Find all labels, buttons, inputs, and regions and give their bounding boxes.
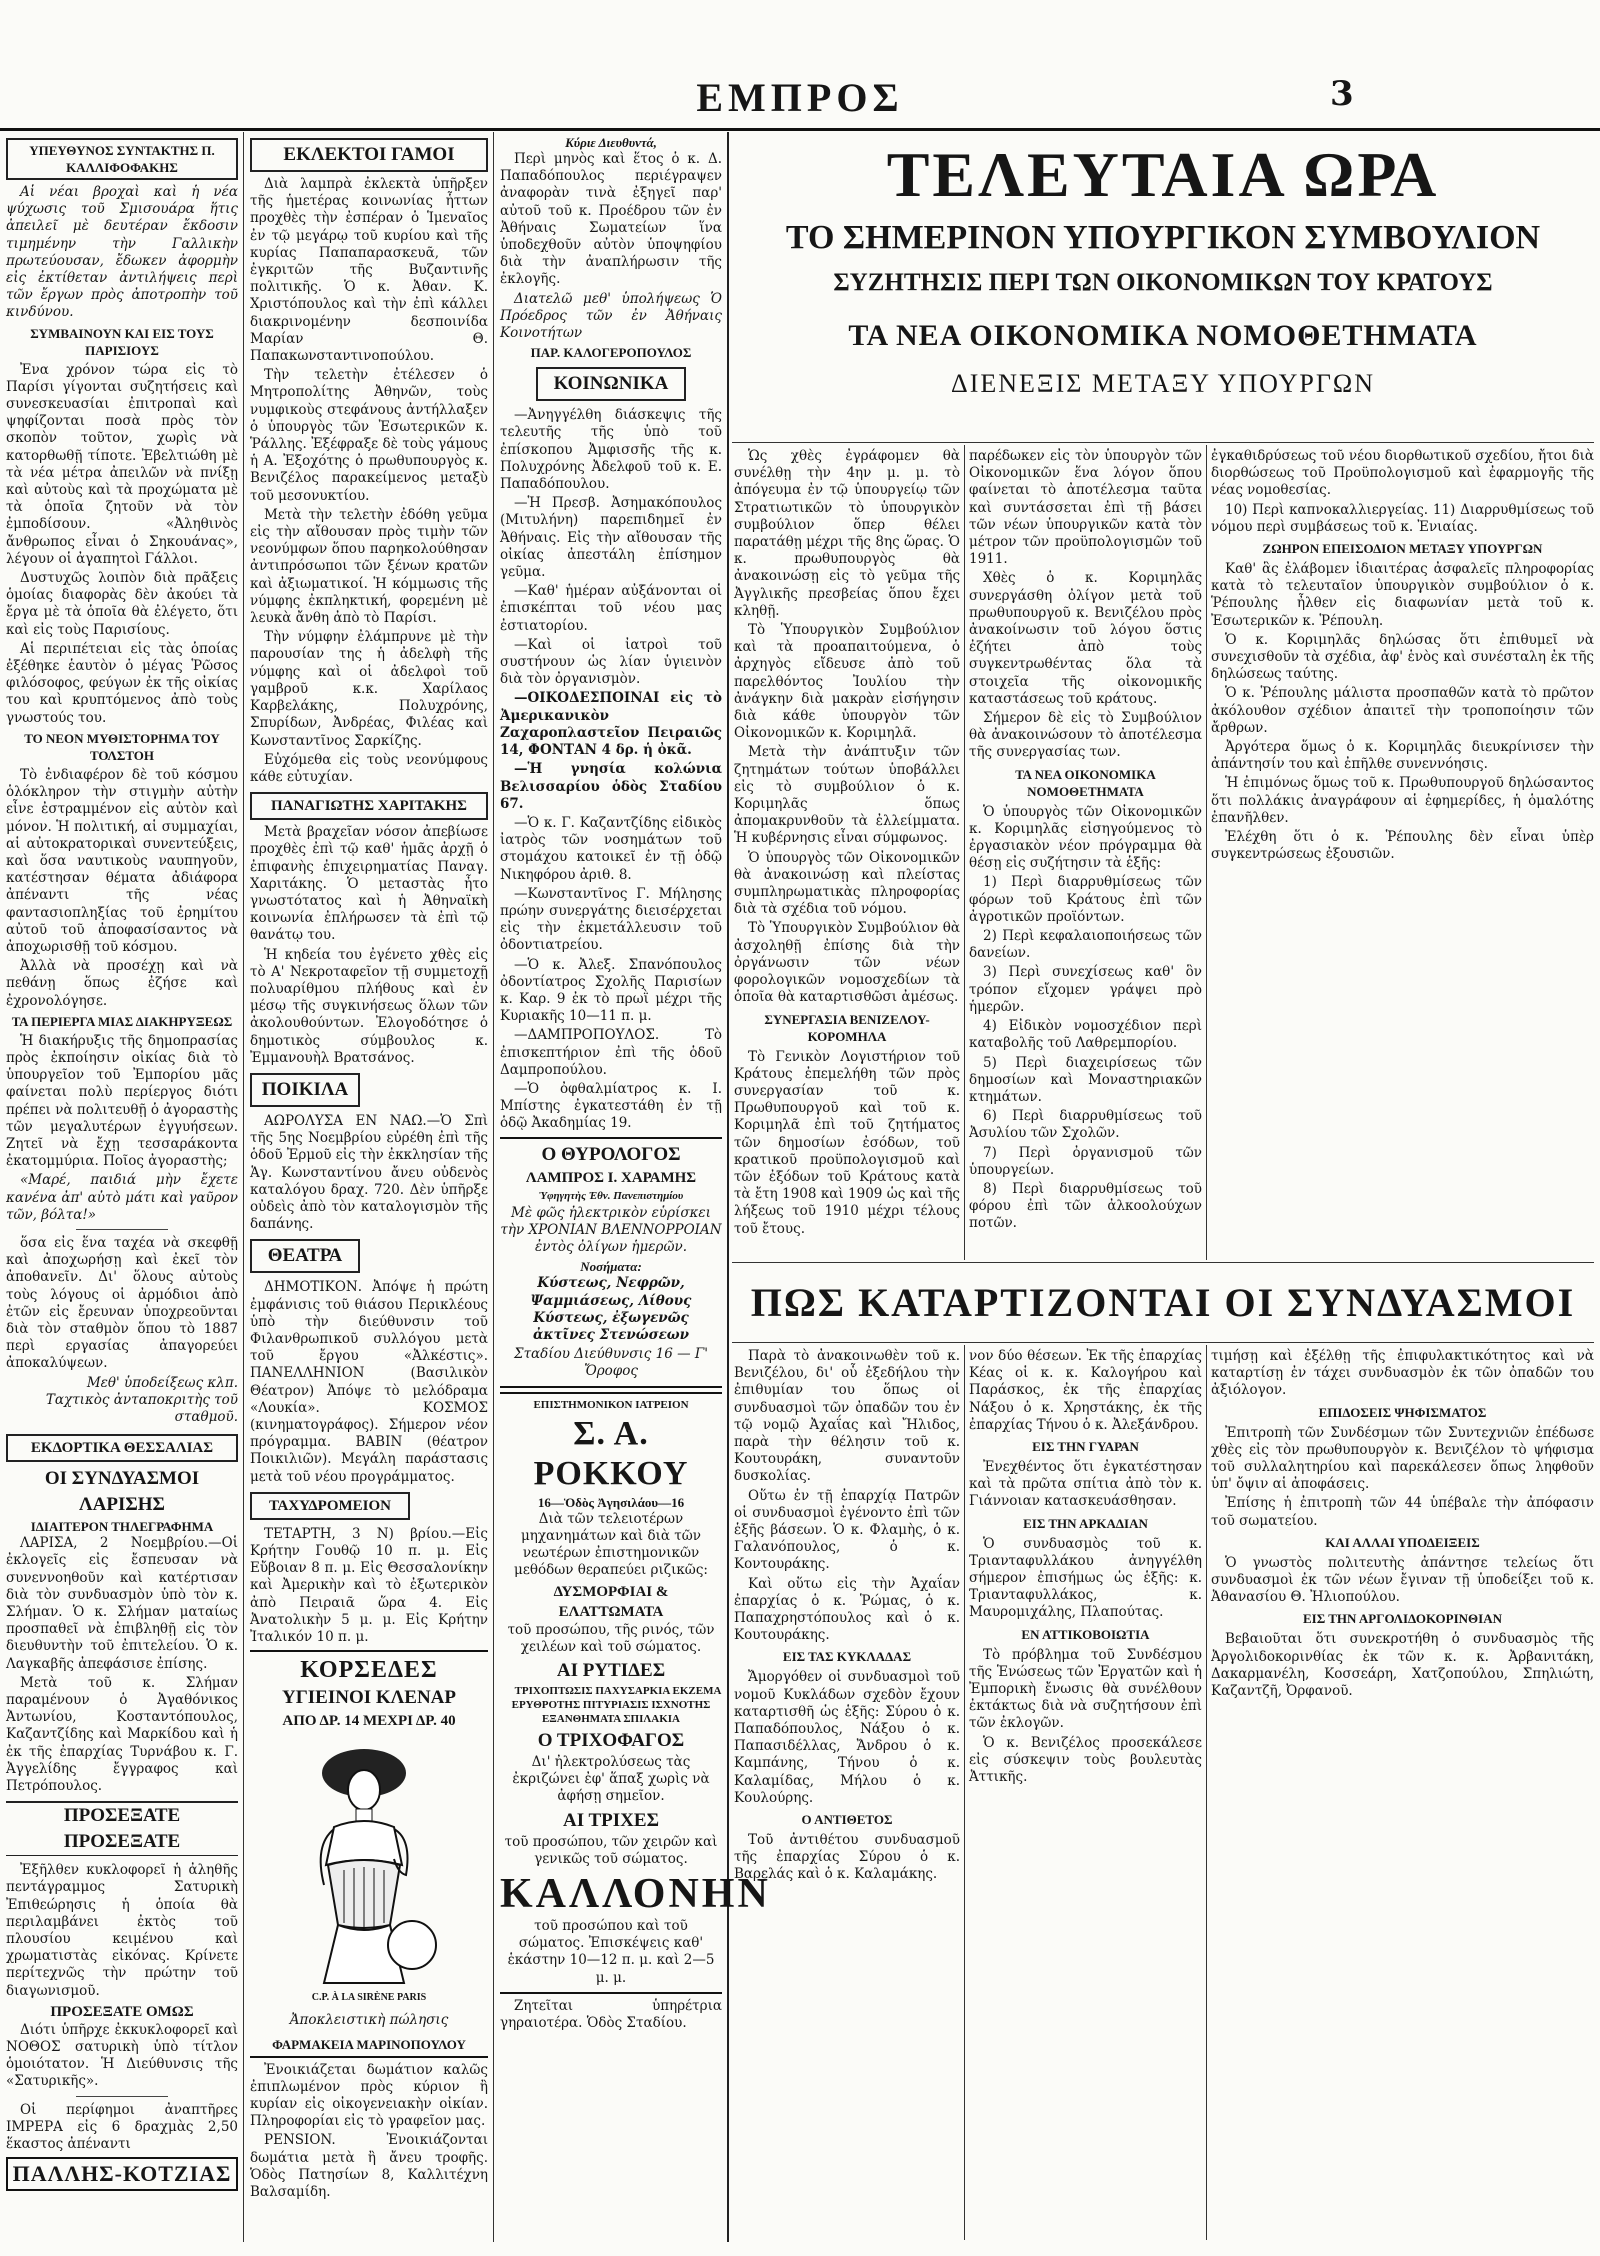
column-rule-5 bbox=[1206, 445, 1207, 1260]
list-item: 2) Περὶ κεφαλαιοποιήσεως τῶν δανείων. bbox=[969, 928, 1202, 962]
ad-title: ΚΟΡΣΕΔΕΣ bbox=[300, 1657, 438, 1684]
ad-address: 16—Ὁδὸς Ἀγησιλάου—16 bbox=[537, 1494, 685, 1510]
subheading: Ο ΑΝΤΙΘΕΤΟΣ bbox=[801, 1812, 893, 1828]
ad-paragraph: Ἐξῆλθεν κυκλοφορεῖ ἡ ἀληθῆς πεντάγραμμος Σατυρικὴ Ἐπιθεώρησις ἡ ὁποία θὰ περιλαμβάνει ἐκτὸς τοῦ πλουσίου κειμένου καὶ χρωματιστὰς εἰκόνας. Κρίνετε περίτεχνῶς τὴν πρώτην τοῦ διαγωνισμοῦ. bbox=[6, 1862, 238, 1999]
list-item: 8) Περὶ διαρρυθμίσεως τοῦ φόρου ἐπὶ τῶν ἀλκοολούχων ποτῶν. bbox=[969, 1180, 1202, 1232]
article-paragraph: Ὁ κ. Κοριμηλᾶς δηλώσας ὅτι ἐπιθυμεῖ νὰ συνεχισθοῦν τὰ σχέδια, ἀφ' ἑνὸς καὶ συνέσταλη ἐκ τῆς δηλώσεως ταύτης. bbox=[1211, 631, 1594, 683]
separator bbox=[76, 2096, 169, 2097]
article-paragraph: 10) Περὶ καπνοκαλλιεργείας. 11) Διαρρυθμίσεως τοῦ νόμου περὶ συμβάσεως τοῦ κ. Ἐνιαίας. bbox=[1211, 501, 1594, 535]
column-rule-6 bbox=[964, 1345, 965, 2240]
social-note: —ΔΑΜΠΡΟΠΟΥΛΟΣ. Τὸ ἐπισκεπτήριον ἐπὶ τῆς ὁδοῦ Δαμπροπούλου. bbox=[500, 1027, 722, 1078]
article-paragraph: Ὁ κ. Βενιζέλος προσεκάλεσε εἰς σύσκεψιν τοὺς βουλευτὰς Ἀττικῆς. bbox=[969, 1734, 1202, 1786]
column-6-upper bbox=[1211, 448, 1594, 1258]
article-paragraph: Τὸ Ὑπουργικὸν Συμβούλιον θὰ ἀσχοληθῇ ἐπίσης διὰ τὴν ὀργάνωσιν τῶν νέων φορολογικῶν νομοσχεδίων τὰ ὁποῖα θὰ καταρτισθῶσι ἀμέσως. bbox=[734, 920, 960, 1006]
article-paragraph: Περὶ μηνὸς καὶ ἕτος ὁ κ. Δ. Παπαδόπουλος περιέγραψεν ἀναφορὰν τινὰ ἐξηγεῖ παρ' αὐτοῦ τοῦ κ. Προέδρου τῶν ἐν Ἀθήναις Σωματείων ἵνα ὑποδεχθοῦν αὐτὸν ὑποψηφίου διὰ τὴν ἀναπλήρωσιν τῆς ἐκλογῆς. bbox=[500, 151, 722, 288]
column-rule-4 bbox=[964, 445, 965, 1260]
ad-paragraph: τοῦ προσώπου καὶ τοῦ σώματος. Ἐπισκέψεις καθ' ἑκάστην 10—12 π. μ. καὶ 2—5 μ. μ. bbox=[507, 1918, 715, 1986]
article-paragraph: ἐγκαθιδρύσεως τοῦ νέου διορθωτικοῦ σχεδίου, ἤτοι διὰ διορθώσεως τοῦ Προϋπολογισμοῦ καὶ ἐφαρμογῆς τῆς νέας νομοθεσίας. bbox=[1211, 448, 1594, 499]
column-5-lower bbox=[969, 1348, 1202, 2240]
article-paragraph: Ἡ διακήρυξις τῆς δημοπρασίας πρὸς ἐκποίησιν οἰκίας διὰ τὸ ὑπουργεῖον τοῦ Ἐμπορίου μᾶς φαίνεται πολὺ περίεργος διότι πρέπει νὰ πολιτευθῇ ὁ ἀγοραστὴς τῶν μεγαλυτέρων ἐγγυήσεων. Ζητεῖ νὰ ἔχῃ τεσσαράκοντα ἐκατομμύρια. Ποῖος ἀγοραστὴς; bbox=[6, 1032, 239, 1170]
article-paragraph: Τὸ Γενικὸν Λογιστήριον τοῦ Κράτους ἐπεμελήθη τῶν πρὸς συνεργασίαν τοῦ κ. Πρωθυπουργοῦ καὶ τοῦ κ. Κοριμηλᾶ ἐπὶ τοῦ ζητήματος τῶν δημοσίων ἐσόδων, τοῦ κρατικοῦ προϋπολογισμοῦ καὶ τῶν ἐξόδων τοῦ Κράτους κατὰ τὰ ἔτη 1908 καὶ 1909 ὡς καὶ τῆς λήξεως τοῦ 1910 μέχρι τέλους τοῦ ἔτους. bbox=[734, 1048, 960, 1237]
clinic-ad bbox=[500, 1392, 771, 1994]
ad-shop: ΦΑΡΜΑΚΕΙΑ ΜΑΡΙΝΟΠΟΥΛΟΥ bbox=[272, 2036, 466, 2052]
social-note: —Καὶ οἱ ἰατροὶ τοῦ συστήνουν ὡς λίαν ὑγιεινὸν διὰ τὸν ὀργανισμὸν. bbox=[500, 636, 722, 688]
ad-paragraph: Οἱ περίφημοι ἀναπτῆρες ΙΜΡΕΡΑ εἰς 6 δραχμὰς 2,50 ἕκαστος ἀπέναντι bbox=[6, 2101, 238, 2153]
article-paragraph: Διατελῶ μεθ' ὑπολήψεως Ὁ Πρόεδρος τῶν ἐν Ἀθήναις Κοινοτήτων bbox=[500, 290, 722, 342]
ad-pretitle: ΕΠΙΣΤΗΜΟΝΙΚΟΝ ΙΑΤΡΕΙΟΝ bbox=[533, 1398, 689, 1411]
side-heading: ΤΟ ΝΕΟΝ ΜΥΘΙΣΤΟΡΗΜΑ ΤΟΥ ΤΟΛΣΤΟΗ bbox=[24, 730, 220, 763]
telegram-heading: ΙΔΙΑΙΤΕΡΟΝ ΤΗΛΕΓΡΑΦΗΜΑ bbox=[30, 1519, 214, 1535]
column-4-upper bbox=[734, 448, 960, 1258]
separator bbox=[76, 1229, 169, 1230]
column-rule-7 bbox=[1206, 1345, 1207, 2240]
ad-title: ΚΑΛΛΟΝΗΝ bbox=[500, 1871, 771, 1918]
ad-subtitle: Ὑφηγητὴς Ἐθν. Πανεπιστημίου bbox=[538, 1189, 684, 1202]
ad-heading: ΠΡΟΣΕΞΑΤΕ ΠΡΟΣΕΞΑΤΕ bbox=[6, 1801, 238, 1856]
article-paragraph: Βεβαιοῦται ὅτι συνεκροτήθη ὁ συνδυασμὸς τῆς Ἀργολιδοκορινθίας ἐκ τῶν κ. κ. Ἀρβανιτάκη, Δακαρμανέλη, Κοσσεάρη, Χατζοπούλου, Σπηλιώτη, Καζαντζῆ, Ὀρφανοῦ. bbox=[1211, 1631, 1594, 1700]
headline-2: ΣΥΖΗΤΗΣΙΣ ΠΕΡΙ ΤΩΝ ΟΙΚΟΝΟΜΙΚΩΝ ΤΟΥ ΚΡΑΤΟΥΣ bbox=[833, 269, 1493, 296]
social-note: —Ἀνηγγέλθη διάσκεψις τῆς τελευτῆς τῆς ὑπὸ τοῦ ἐπίσκοπου Ἀμφισσῆς τῆς κ. Πολυχρόνης Ἀδελφοῦ τοῦ κ. Ε. Παπαδόπουλου. bbox=[500, 407, 722, 493]
masthead bbox=[0, 66, 1600, 130]
ad-paragraph: Κύστεως, Νεφρῶν, Ψαμμιάσεως, Λίθους Κύστεως, ἐξωγενῶς ἀκτῖνες Στενώσεων bbox=[530, 1275, 692, 1343]
social-note: —Ὁ κ. Ἀλεξ. Σπανόπουλος ὀδοντίατρος Σχολῆς Παρισίων κ. Καρ. 9 ἐκ τὸ πρωῒ μέχρι τῆς Κυριακῆς 10—11 π. μ. bbox=[500, 956, 722, 1025]
headline-rule bbox=[732, 442, 1594, 443]
article-paragraph: Ὡς χθὲς ἐγράφομεν θὰ συνέλθῃ τὴν 4ην μ. μ. τὸ ἀπόγευμα ἐν τῷ ὑπουργείῳ τῶν Στρατιωτικῶν τὸ ὑπουργικὸν συμβούλιον ὅπερ θέλει παρατάθῃ μέχρι τῆς 8ης ὥρας. Ὁ κ. πρωθυπουργὸς θὰ ἀνακοινώσῃ εἰς τὸ γεῦμα τῆς Ἀγγλικῆς πρεσβείας ὅπου ἔχει κληθῇ. bbox=[734, 448, 960, 619]
social-note: —Καθ' ἡμέραν αὐξάνονται οἱ ἐπισκέπται τοῦ νέου μας ἐστιατορίου. bbox=[500, 583, 722, 634]
article-title: ΠΑΝΑΓΙΩΤΗΣ ΧΑΡΙΤΑΚΗΣ bbox=[250, 792, 488, 820]
article-paragraph: Ἄμοργόθεν οἱ συνδυασμοὶ τοῦ νομοῦ Κυκλάδων σχεδὸν ἔχουν καταρτισθῆ ὡς ἑξῆς: Σύρου ὁ κ. Παπαδόπουλος, Νάξου ὁ κ. Παπασιδέλλας, Ἄνδρου ὁ κ. Καμπάνης, Τήνου ὁ κ. Καλαμίδας, Μήλου ὁ κ. Κουλούρης. bbox=[734, 1669, 960, 1806]
column-rule-2 bbox=[493, 132, 494, 2242]
headline-3: ΤΑ ΝΕΑ ΟΙΚΟΝΟΜΙΚΑ ΝΟΜΟΘΕΤΗΜΑΤΑ bbox=[848, 319, 1478, 352]
ad-paragraph: τοῦ προσώπου, τῆς ρινός, τῶν χειλέων καὶ τοῦ σώματος. bbox=[507, 1621, 715, 1655]
masthead-rule bbox=[0, 128, 1600, 131]
ad-paragraph: Δι' ἠλεκτρολύσεως τὰς ἐκριζώνει ἐφ' ἅπαξ χωρὶς νὰ ἀφήσῃ σημεῖον. bbox=[512, 1754, 710, 1805]
section-rule bbox=[732, 1262, 1594, 1263]
ad-paragraph: Μὲ φῶς ἠλεκτρικὸν εὑρίσκει τὴν ΧΡΟΝΙΑΝ ΒΛΕΝΝΟΡΡΟΙΑΝ ἐντὸς ὀλίγων ἡμερῶν. bbox=[500, 1204, 722, 1256]
article-paragraph: Σήμερον δὲ εἰς τὸ Συμβούλιον θὰ ἀνακοινώσουν τὸ ἀποτέλεσμα τῆς συνεργασίας των. bbox=[969, 710, 1202, 761]
article-paragraph: Τὴν νύμφην ἐλάμπρυνε μὲ τὴν παρουσίαν της ἡ ἀδελφὴ τῆς νύμφης καὶ οἱ ἀδελφοὶ τοῦ γαμβροῦ κ.κ. Χαρίλαος Καρβελάκης, Πολυχρόνης, Σπυρίδων, Ἀνδρέας, Φιλέας καὶ Κωνσταντῖνος Σαρκίζης. bbox=[250, 629, 488, 749]
ad-note: Ἀποκλειστικὴ πώλησις bbox=[289, 2012, 449, 2029]
column-2 bbox=[250, 134, 488, 2244]
newspaper-title: ΕΜΠΡΟΣ bbox=[696, 75, 904, 120]
article-paragraph: Τὸ Ὑπουργικὸν Συμβούλιον καὶ τὰ προαπαιτούμενα, ὁ ἀρχηγὸς εἴδευσε ἀπὸ τοῦ παρελθόντος Ἰουλίου τὴν ἀνάγκην διὰ μακρὰν εἰσήγησιν διὰ κάθε ὑπουργὸν τῶν Οἰκονομικῶν κ. Κοριμηλᾶ. bbox=[734, 622, 960, 742]
headline-4: ΔΙΕΝΕΞΙΣ ΜΕΤΑΞΥ ΥΠΟΥΡΓΩΝ bbox=[951, 369, 1375, 398]
article-paragraph: Ἡ ἐπιμόνως ὅμως τοῦ κ. Πρωθυπουργοῦ δηλώσαντος ὅτι πολλάκις ἀναγράφουν αἱ ἐφημερίδες, ἡ ὁμαλότης ἐπανῆλθεν. bbox=[1211, 775, 1594, 826]
article-paragraph: Καθ' ἃς ἐλάβομεν ἰδιαιτέρας ἀσφαλεῖς πληροφορίας κατὰ τὸ τελευταῖον ὑπουργικὸν συμβούλιον ὁ κ. Ῥέπουλης ἦλθεν εἰς διαφωνίαν μετὰ τοῦ κ. Ἐσωτερικῶν κ. Ῥέπουλη. bbox=[1211, 561, 1594, 629]
classified-ad: Ζητεῖται ὑπηρέτρια γηραιοτέρα. Ὁδὸς Σταδίου. bbox=[500, 1997, 722, 2032]
social-note: —Ἡ γνησία κολώνια Βελισσαρίου ὁδὸς Σταδίου 67. bbox=[500, 761, 722, 812]
list-item: 4) Εἰδικὸν νομοσχέδιον περὶ καταβολῆς τοῦ Λαθρεμπορίου. bbox=[969, 1018, 1202, 1052]
letter-signature: ΠΑΡ. ΚΑΛΟΓΕΡΟΠΟΥΛΟΣ bbox=[530, 345, 692, 361]
ad-price: ΑΠΟ ΔΡ. 14 ΜΕΧΡΙ ΔΡ. 40 bbox=[282, 1713, 456, 1730]
ad-title: Σ. Α. ΡΟΚΚΟΥ bbox=[533, 1414, 689, 1492]
section-title: ΘΕΑΤΡΑ bbox=[250, 1239, 360, 1273]
doctor-ad bbox=[500, 1137, 722, 1388]
column-5-upper bbox=[969, 448, 1202, 1258]
banner-headline: ΤΕΛΕΥΤΑΙΑ ΩΡΑ bbox=[886, 139, 1440, 210]
article-paragraph: ΛΑΡΙΣΑ, 2 Νοεμβρίου.—Οἱ ἐκλογεῖς εἰς ἔσπευσαν νὰ συνεννοηθοῦν καὶ κατέρτισαν διὰ τὸν συνδυασμὸν ὑπὸ τὸν κ. Σλήμαν. Ὁ κ. Σλήμαν ματαίως προσπαθεῖ νὰ ἐπιβληθῇ εἰς τὸν διευθυντὴν τοῦ ἐπιτελείου. Ὁ κ. Λαγκαβῆς ἀπεφάσισε ἐπίσης. bbox=[6, 1535, 238, 1672]
column-4-lower bbox=[734, 1348, 960, 2240]
article-paragraph: Ἀργότερα ὅμως ὁ κ. Κοριμηλᾶς διευκρίνισεν τὴν ἀπάντησίν του καὶ ἐπῆλθε συνεννόησις. bbox=[1211, 739, 1594, 773]
column-1 bbox=[6, 134, 238, 2244]
article-paragraph: «Μαρέ, παιδιά μὴν ἔχετε κανένα ἀπ' αὐτὸ μάτι καὶ γαῦρον τῶν, βόλτα!» bbox=[6, 1172, 238, 1223]
column-6-lower bbox=[1211, 1348, 1594, 2240]
editor-box: ΥΠΕΥΘΥΝΟΣ ΣΥΝΤΑΚΤΗΣ Π. ΚΑΛΛΙΦΟΦΑΚΗΣ bbox=[6, 138, 238, 180]
list-item: 7) Περὶ ὀργανισμοῦ τῶν ὑπουργείων. bbox=[969, 1144, 1202, 1178]
article-paragraph: Μετὰ τὴν ἀνάπτυξιν τῶν ζητημάτων τούτων ὑποβάλλει εἰς τὸ συμβούλιον ὁ κ. Κοριμηλᾶς ὅπως ἀπομακρυνθοῦν τὰ ἐλλείμματα. Ἡ κυβέρνησις εἶναι σύμφωνος. bbox=[734, 744, 960, 847]
article-paragraph: Οὕτω ἐν τῇ ἐπαρχίᾳ Πατρῶν οἱ συνδυασμοὶ ἐγένοντο ἐπὶ τῶν ἑξῆς βάσεων. Ὁ κ. Φλαμὴς, ὁ κ. Γαλανόπουλος, ὁ κ. Κοντουράκης. bbox=[734, 1487, 960, 1573]
list-item: 6) Περὶ διαρρυθμίσεως τοῦ Ἀσυλίου τῶν Σχολῶν. bbox=[969, 1108, 1202, 1142]
article-paragraph: Καὶ οὕτω εἰς τὴν Ἀχαΐαν ἐπαρχίας ὁ κ. Ῥώμας, ὁ κ. Παπαχρηστόπουλος καὶ ὁ κ. Κουτουράκης. bbox=[734, 1575, 960, 1644]
page-number: 3 bbox=[1330, 74, 1354, 114]
article-paragraph: Μετὰ βραχεῖαν νόσον ἀπεβίωσε προχθὲς ἐπὶ τῷ καθ' ἡμᾶς ἀρχῇ ὁ ἐπιφανὴς ἐπιχειρηματίας Παναγ. Χαριτάκης. Ὁ μεταστὰς ἦτο γνωστότατος καὶ ἡ Ἀθηναϊκὴ κοινωνία ἐπλήρωσεν τὰ ἐπὶ τῷ θανάτῳ του. bbox=[250, 824, 488, 944]
side-heading: ΣΥΜΒΑΙΝΟΥΝ ΚΑΙ ΕΙΣ ΤΟΥΣ ΠΑΡΙΣΙΟΥΣ bbox=[30, 325, 214, 358]
section-heading: ΕΚΔΟΡΤΙΚΑ ΘΕΣΣΑΛΙΑΣ bbox=[6, 1434, 238, 1462]
article-paragraph: Ἡ κηδεία του ἐγένετο χθὲς εἰς τὸ Α' Νεκροταφεῖον τῇ συμμετοχῇ πολυαρίθμου πλήθους καὶ ἐν μέσῳ τῆς συγκινήσεως ὅλων τῶν ἀκολουθούντων. Ἐλογοδότησε ὁ δημοτικὸς σύμβουλος κ. Ἐμμανουὴλ Βρατσάνος. bbox=[250, 946, 488, 1066]
ad-name: ΛΑΜΠΡΟΣ Ι. ΧΑΡΑΜΗΣ bbox=[525, 1169, 697, 1186]
main-headlines bbox=[732, 134, 1594, 444]
article-paragraph: Ὁ κ. Ῥέπουλης μάλιστα προσπαθῶν κατὰ τὸ πρῶτον ἀκόλουθον σχέδιον ἀπαιτεῖ τὴν τροποποίησιν τῶν ἄρθρων. bbox=[1211, 685, 1594, 736]
corset-brand-seal: C.P. À LA SIRÈNE PARIS bbox=[311, 1992, 427, 2004]
article-paragraph: Ἐνα χρόνον τώρα εἰς τὸ Παρίσι γίγονται συζητήσεις καὶ συνεσκευασίαι ἐπιτροπαὶ καὶ ψηφίζονται ποσὰ πρὸς τὸν σκοπὸν τοῦτον, χωρὶς νὰ κατορθωθῇ τίποτε. Ἐβελτιώθη μὲ τὰ νέα μέτρα ἀπειλῶν νὰ πνίξῃ καὶ αὐτοὺς καὶ τὰ προχώματα μὲ τὰ ὁποῖα ζητοῦν νὰ τὸν ἐμποδίσουν. «Ἀληθινὸς ἄνθρωπος εἶναι ὁ Σηκουάνας», λέγουν οἱ ἀγαπητοὶ Γάλλοι. bbox=[6, 361, 238, 567]
ad-heading: ΑΙ ΤΡΙΧΕΣ bbox=[562, 1809, 659, 1831]
article-paragraph: παρέδωκεν εἰς τὸν ὑπουργὸν τῶν Οἰκονομικῶν ἕνα λόγον ὅπου φαίνεται τὸ ἀποτέλεσμα ταῦτα καὶ συντάσσεται ἐπὶ τῇ βάσει τῶν νέων ὑπουργικῶν κατὰ τὸν μέτρον τῶν προϋπολογισμῶν τοῦ 1911. bbox=[969, 448, 1202, 568]
ad-paragraph: τοῦ προσώπου, τῶν χειρῶν καὶ γενικῶς τοῦ σώματος. bbox=[504, 1833, 718, 1867]
ad-heading: Ο ΤΡΙΧΟΦΑΓΟΣ bbox=[537, 1730, 685, 1752]
social-note: —Κωνσταντῖνος Γ. Μήλησης πρώην συνεργάτης διεισέρχεται εἰς τὴν ἐκμετάλλευσιν τοῦ ὀδοντιατρείου. bbox=[500, 885, 722, 954]
article-paragraph: Εὐχόμεθα εἰς τοὺς νεονύμφους κάθε εὐτυχίαν. bbox=[250, 751, 488, 785]
article-paragraph: Ὁ ὑπουργὸς τῶν Οἰκονομικῶν κ. Κοριμηλᾶς εἰσηγούμενος τὸ ἐργασιακὸν νέον πρόγραμμα θὰ θέσῃ εἰς συζήτησιν τὰ ἑξῆς: bbox=[969, 803, 1202, 872]
ad-title: Ο ΘΥΡΟΛΟΓΟΣ bbox=[541, 1143, 681, 1165]
classified-ad: PENSION. Ἐνοικιάζονται δωμάτια μετὰ ἢ ἄνευ τροφῆς. Ὁδὸς Πατησίων 8, Καλλιτέχνη Βαλσαμίδη. bbox=[250, 2132, 488, 2201]
column-3 bbox=[500, 134, 771, 2244]
article-paragraph: Ἐπιτροπὴ τῶν Συνδέσμων τῶν Συντεχνιῶν ἐπέδωσε χθὲς εἰς τὸν πρωθυπουργὸν κ. Βενιζέλον τὸ ψήφισμα τοῦ συλλαλητηρίου καὶ παρεκάλεσεν ὅπως ληφθοῦν ὑπ' ὄψιν αἱ ἀποφάσεις. bbox=[1211, 1424, 1594, 1493]
ad-paragraph: Διότι ὑπῆρχε ἐκκυκλοφορεῖ καὶ ΝΟΘΟΣ σατυρικὴ ὑπὸ τίτλον ὁμοιότατον. Ἡ Διεύθυνσις τῆς «Σατυρικῆς». bbox=[6, 2021, 238, 2090]
classified-ad: Ἐνοικιάζεται δωμάτιον καλῶς ἐπιπλωμένον πρὸς κύριον ἢ κυρίαν εἰς οἰκογενειακὴν οἰκίαν. Πληροφορίαι εἰς τὸ γραφεῖον μας. bbox=[250, 2061, 488, 2130]
section-rule bbox=[732, 1342, 1594, 1343]
article-paragraph: Τὸ ἐνδιαφέρον δὲ τοῦ κόσμου ὁλόκληρον τὴν στιγμὴν αὐτὴν εἶνε ἐστραμμένον εἰς αὐτὸν καὶ μόνον. Ἡ πολιτική, αἱ συμμαχίαι, αἱ αὐτοκρατορικαὶ συνεντεύξεις, καὶ ὅσα ναυτικοὺς ναυπηγοῦν, κατέστησαν θέματα ἀδιάφορα ἀπέναντι τῆς νέας φαντασιοπληξίας τοῦ ἐρημίτου αὐτοῦ τοῦ ἀποφασίσαντος νὰ ἀποχωρισθῇ τοῦ κόσμου. bbox=[6, 766, 238, 955]
headline-1: ΤΟ ΣΗΜΕΡΙΝΟΝ ΥΠΟΥΡΓΙΚΟΝ ΣΥΜΒΟΥΛΙΟΝ bbox=[785, 219, 1541, 256]
section-title: ΠΟΙΚΙΛΑ bbox=[250, 1073, 360, 1107]
ad-heading: ΠΡΟΣΕΞΑΤΕ ΟΜΩΣ bbox=[50, 2003, 194, 2020]
article-paragraph: νον δύο θέσεων. Ἐκ τῆς ἐπαρχίας Κέας οἱ κ. κ. Καλογήρου καὶ Παράσκος, ἐκ τῆς ἐπαρχίας Νάξου ὁ κ. Χρηστάκης, ἐκ τῆς ἐπαρχίας Τήνου ὁ κ. Ἀλεξάνδρου. bbox=[969, 1348, 1202, 1433]
ad-subtitle: ΥΓΙΕΙΝΟΙ ΚΛΕΝΑΡ bbox=[281, 1687, 457, 1709]
corset-ad bbox=[250, 1650, 488, 2057]
subheading: ΕΝ ΑΤΤΙΚΟΒΟΙΩΤΙΑ bbox=[1021, 1626, 1150, 1642]
article-paragraph: Παρὰ τὸ ἀνακοινωθὲν τοῦ κ. Βενιζέλου, δι' οὗ ἐξεδήλου τὴν ἐπιθυμίαν του ὅπως οἱ συνδυασμοὶ τῶν ὀπαδῶν του ἐν τῷ νομῷ Ἀχαΐας καὶ Ἤλιδος, παρὰ τὴν θέλησιν τοῦ κ. Κουτουράκη, συναντοῦν δυσκολίας. bbox=[734, 1348, 960, 1485]
list-item: 1) Περὶ διαρρυθμίσεως τῶν φόρων τοῦ Κράτους ἐπὶ τῶν ἀγροτικῶν προϊόντων. bbox=[969, 874, 1202, 925]
article-paragraph: ΔΗΜΟΤΙΚΟΝ. Ἀπόψε ἡ πρώτη ἐμφάνισις τοῦ θιάσου Περικλέους ὑπὸ τὴν διεύθυνσιν τοῦ Φιλανθρωπικοῦ συλλόγου μετὰ τοῦ ἔργου «Ἀλκέστις». ΠΑΝΕΛΛΗΝΙΟΝ (Βασιλικὸν Θέατρον) Ἀπόψε τὸ μελόδραμα «Λουκία». ΚΟΣΜΟΣ (κινηματογράφος). Σήμερον νέον πρόγραμμα. ΒΑΒΙΝ (θέατρον Ποικιλιῶν). Μεγάλη παράστασις μετὰ τοῦ νέου προγράμματος. bbox=[250, 1279, 488, 1485]
article-paragraph: Τὴν τελετὴν ἐτέλεσεν ὁ Μητροπολίτης Ἀθηνῶν, τοὺς νυμφικοὺς στεφάνους ἀντήλλαξεν ὁ ὑπουργὸς τῶν Ἐσωτερικῶν κ. Ῥάλλης. Ἐξέφραξε δὲ τοὺς γάμους ἡ Α. Ἐξοχότης ὁ πρωθυπουργὸς κ. Βενιζέλος παρακείμενος μεταξὺ τοῦ μεσονυκτίου. bbox=[250, 367, 488, 504]
section-subheading: ΟΙ ΣΥΝΔΥΑΣΜΟΙ ΛΑΡΙΣΗΣ bbox=[44, 1468, 200, 1516]
article-paragraph: Διὰ λαμπρὰ ἐκλεκτὰ ὑπῆρξεν τῆς ἡμετέρας κοινωνίας ἧττων προχθὲς τὴν ἐσπέραν ὁ Ἱμεναῖος ἐν τῷ μεγάρῳ τοῦ κυρίου καὶ τῆς κυρίας Παπαπαρασκευᾶ, τῶν ἐγκριτῶν τῆς Βυζαντινῆς πολιτικῆς. Ὁ κ. Ἀθαν. Κ. Χριστόπουλος καὶ τὴν ἐπὶ κάλλει διακρινομένην δεσποινίδα Μαρίαν Θ. Παπακωνσταντινοπούλου. bbox=[250, 176, 488, 365]
list-item: 5) Περὶ διαχειρίσεως τῶν δημοσίων καὶ Μοναστηριακῶν κτημάτων. bbox=[969, 1054, 1202, 1105]
section-title: ΤΑΧΥΔΡΟΜΕΙΟΝ bbox=[250, 1492, 410, 1520]
column-rule-1 bbox=[243, 132, 244, 2242]
article-paragraph: ὅσα εἰς ἕνα ταχέα νὰ σκεφθῇ καὶ ἀποχωρήσῃ καὶ ἐκεῖ τὸν ἀποθανεῖν. Δι' ὅλους αὐτοὺς τοὺς λόγους οἱ ἀρμόδιοι ἀπὸ ἐτῶν εἰς ἔρευναν ὑποχρεοῦνται διὰ τὸν σταθμὸν ὅπου τὸ 1887 περὶ εργασίας ἀπαγορεύει ἀποκαλύψεων. bbox=[6, 1234, 238, 1372]
article-paragraph: Ἐπίσης ἡ ἐπιτροπὴ τῶν 44 ὑπέβαλε τὴν ἀπόφασιν τοῦ σωματείου. bbox=[1211, 1495, 1594, 1529]
article-paragraph: Αἱ περιπέτειαι εἰς τὰς ὁποίας ἐξέθηκε ἑαυτὸν ὁ μέγας Ῥῶσος φιλόσοφος, φεύγων ἐκ τῆς οἰκίας του καὶ κρυπτόμενος ἀπὸ τοὺς γνωστούς του. bbox=[6, 640, 238, 726]
article-paragraph: Μετὰ τοῦ κ. Σλήμαν παραμένουν ὁ Ἀγαθόνικος Ἀντωνίου, Κοσταντόπουλος, Καζαντζίδης καὶ Μαρκίδου καὶ ἡ ἐκ τῆς ἐπαρχίας Τυρνάβου κ. Γ. Ἀγγελίδης ἔγγραφος καὶ Πετρόπουλος. bbox=[6, 1674, 238, 1795]
synduasmoi-headline-wrap bbox=[732, 1268, 1594, 1340]
section-title: ΚΟΙΝΩΝΙΚΑ bbox=[536, 367, 686, 401]
article-title: ΕΚΛΕΚΤΟΙ ΓΑΜΟΙ bbox=[250, 138, 488, 172]
social-note: —Ἡ Πρεσβ. Ἀσημακόπουλος (Μιτυλήνη) παρεπιδημεῖ ἐν Ἀθήναις. Εἰς τὴν αἴθουσαν τῆς οἰκίας ἀπεστάλη ἐπίσημον γεῦμα. bbox=[500, 495, 722, 581]
article-paragraph: ΤΕΤΑΡΤΗ, 3 Ν) βρίου.—Εἰς Κρήτην Γουθῷ 10 π. μ. Εἰς Εὔβοιαν 8 π. μ. Εἰς Θεσσαλονίκην καὶ Ἀμερικὴν καὶ τὸ ἐξωτερικὸν ἀπὸ Πειραιᾶ ὥρα 4. Εἰς Ἀνατολικὴν 5 μ. μ. Εἰς Κρήτην Ἰταλικόν 10 π. μ. bbox=[250, 1525, 488, 1646]
article-paragraph: Ἀλλὰ νὰ προσέχῃ καὶ νὰ πεθάνῃ ὅπως ἐζήσε καὶ ἐχρονολόγησε. bbox=[6, 958, 238, 1009]
subheading: ΕΙΣ ΤΗΝ ΑΡΚΑΔΙΑΝ bbox=[1023, 1515, 1148, 1531]
article-paragraph: Δυστυχῶς λοιπὸν διὰ πρᾶξεις ὁμοίας διαφορὰς δὲν ἀκούει τὰ ἔργα μὲ τὰ ὁποῖα θὰ ἐλέγετο, ὅτι καὶ εἰς τοὺς Παρισίους. bbox=[6, 570, 238, 638]
subheading: ΤΑ ΝΕΑ ΟΙΚΟΝΟΜΙΚΑ ΝΟΜΟΘΕΤΗΜΑΤΑ bbox=[1015, 766, 1156, 799]
social-note: —Ὁ ὀφθαλμίατρος κ. Ι. Μπίστης ἐγκατεστάθη ἐν τῇ ὁδῷ Ἀκαδημίας 19. bbox=[500, 1080, 722, 1132]
social-note: —Ὁ κ. Γ. Καζαντζίδης εἰδικὸς ἰατρὸς τῶν νοσημάτων τοῦ στομάχου κατοικεῖ ἐν τῇ ὁδῷ Νικηφόρου ἀριθ. 8. bbox=[500, 814, 722, 883]
article-paragraph: Αἱ νέαι βροχαὶ καὶ ἡ νέα ψύχωσις τοῦ Σμισουάρα ἥτις ἀπειλεῖ μὲ δευτέραν ἔκδοσιν τιμημένην τὴν Γαλλικὴν πρωτεύουσαν, ἔδωκεν ἀφορμὴν εἰς ἐκτίθεταν ἀντιλήψεις περὶ τῶν ἔργων πρὸς ἀποτροπὴν τοῦ κινδύνου. bbox=[6, 184, 238, 321]
subheading: ΕΙΣ ΤΑΣ ΚΥΚΛΑΔΑΣ bbox=[782, 1649, 912, 1665]
side-heading: ΤΑ ΠΕΡΙΕΡΓΑ ΜΙΑΣ ΔΙΑΚΗΡΥΞΕΩΣ bbox=[11, 1013, 233, 1029]
subheading: ΖΩΗΡΟΝ ΕΠΕΙΣΟΔΙΟΝ ΜΕΤΑΞΥ ΥΠΟΥΡΓΩΝ bbox=[1262, 541, 1543, 557]
list-item: 3) Περὶ συνεχίσεως καθ' ὃν τρόπον εἴχομεν γράψει πρὸ ἡμερῶν. bbox=[969, 964, 1202, 1015]
article-paragraph: Ὁ συνδυασμὸς τοῦ κ. Τριανταφυλλάκου ἀνηγγέλθη σήμερον ἐπισήμως ὡς ἑξῆς: κ. Τριανταφυλλάκος, κ. Μαυρομιχάλης, Πλαπούτας. bbox=[969, 1535, 1202, 1621]
ad-address: Σταδίου Διεύθυνσις 16 — Γ' Ὄροφος bbox=[514, 1346, 708, 1380]
headline-synduasmoi: ΠΩΣ ΚΑΤΑΡΤΙΖΟΝΤΑΙ ΟΙ ΣΥΝΔΥΑΣΜΟΙ bbox=[750, 1280, 1576, 1325]
ad-heading: ΑΙ ΡΥΤΙΔΕΣ bbox=[556, 1660, 666, 1682]
article-paragraph: τιμήσῃ καὶ ἐξέλθῃ τῆς ἐπιφυλακτικότητος καὶ νὰ καταρτίσῃ ἐν τάχει συνδυασμὸν ἐκ τῶν ὀπαδῶν του ἀξιόλογον. bbox=[1211, 1348, 1594, 1399]
social-note: —ΟΙΚΟΔΕΣΠΟΙΝΑΙ εἰς τὸ Ἀμερικανικὸν Ζαχαροπλαστεῖον Πειραιῶς 14, ΦΟΝΤΑΝ 4 δρ. ἡ ὀκᾶ. bbox=[500, 690, 722, 759]
letter-salutation: Κύριε Διευθυντά, bbox=[565, 135, 657, 150]
article-paragraph: Μετὰ τὴν τελετὴν ἐδόθη γεῦμα εἰς τὴν αἴθουσαν πρὸς τιμὴν τῶν νεονύμφων ὅπου παρηκολούθησαν ἀντιπρόσωποι τῶν ξένων κρατῶν καὶ ἀξιωματικοί. Ἡ κόμμωσις τῆς νύμφης ἐκπληκτική, φορεμένη μὲ λευκὰ ἄνθη ἀπὸ τὸ Παρίσι. bbox=[250, 506, 488, 627]
corset-woman-illustration bbox=[294, 1735, 444, 1985]
subheading: ΕΙΣ ΤΗΝ ΑΡΓΟΛΙΔΟΚΟΡΙΝΘΙΑΝ bbox=[1302, 1611, 1503, 1627]
article-paragraph: Τὸ πρόβλημα τοῦ Συνδέσμου τῆς Ἑνώσεως τῶν Ἐργατῶν καὶ ἡ Ἐμπορικὴ ἔνωσις θὰ συνέλθουν ἐκτάκτως διὰ νὰ συζητήσουν ἐπὶ τῶν ἐκλογῶν. bbox=[969, 1646, 1202, 1732]
article-paragraph: Ἐνεχθέντος ὅτι ἐγκατέστησαν καὶ τὰ πρῶτα σπίτια ἀπὸ τὸν κ. Γιάννοιαν κατασκευάσθησαν. bbox=[969, 1459, 1202, 1510]
ad-label: Νοσήματα: bbox=[580, 1259, 642, 1275]
article-signature: Μεθ' ὑποδείξεως κλπ. Ταχτικὸς ἀνταποκριτὴς τοῦ σταθμοῦ. bbox=[45, 1374, 238, 1425]
article-paragraph: Χθὲς ὁ κ. Κοριμηλᾶς συνεργάσθη ὀλίγον μετὰ τοῦ πρωθυπουργοῦ κ. Βενιζέλου πρὸς ἀνακοίνωσιν τοῦ λόγου ὅστις ἐζήτει ἀπὸ τοὺς συγκεντρωθέντας ὅλα τὰ στοιχεῖα τῆς οἰκονομικῆς καταστάσεως τοῦ κράτους. bbox=[969, 570, 1202, 707]
article-paragraph: Ἐλέχθη ὅτι ὁ κ. Ῥέπουλης δὲν εἶναι ὑπὲρ συγκεντρώσεως ἐξουσιῶν. bbox=[1211, 829, 1594, 863]
ad-brand: ΠΑΛΛΗΣ-ΚΟΤΖΙΑΣ bbox=[6, 2157, 238, 2191]
ad-heading: ΔΥΣΜΟΡΦΙΑΙ & ΕΛΑΤΤΩΜΑΤΑ bbox=[553, 1583, 669, 1620]
article-paragraph: Τοῦ ἀντιθέτου συνδυασμοῦ τῆς ἐπαρχίας Σύρου ὁ κ. Βαρελάς καὶ ὁ κ. Καλαμάκης. bbox=[734, 1832, 960, 1883]
subheading: ΕΠΙΔΟΣΕΙΣ ΨΗΦΙΣΜΑΤΟΣ bbox=[1318, 1404, 1487, 1420]
subheading: ΕΙΣ ΤΗΝ ΓΥΑΡΑΝ bbox=[1032, 1439, 1139, 1455]
ad-conditions: ΤΡΙΧΟΠΤΩΣΙΣ ΠΑΧΥΣΑΡΚΙΑ ΕΚΖΕΜΑ ΕΡΥΘΡΟΤΗΣ ΠΙΤΥΡΙΑΣΙΣ ΙΣΧΝΟΤΗΣ ΕΞΑΝΘΗΜΑΤΑ ΣΠΙΛΑΚΙΑ bbox=[511, 1685, 722, 1726]
article-paragraph: Ὁ ὑπουργὸς τῶν Οἰκονομικῶν θὰ ἀνακοινώσῃ καὶ πλείστας συμπληρωματικὰς πληροφορίας διὰ τὰ σχέδια τοῦ νόμου. bbox=[734, 849, 960, 918]
article-paragraph: Ὁ γνωστὸς πολιτευτὴς ἀπάντησε τελείως ὅτι συνδυασμοὶ ἐκ τῶν νέων ἔγιναν τῇ ὑποδείξει τοῦ κ. Ἀθανασίου Θ. Ἠλιοπούλου. bbox=[1211, 1554, 1594, 1606]
ad-paragraph: Διὰ τῶν τελειοτέρων μηχανημάτων καὶ διὰ τῶν νεωτέρων ἐπιστημονικῶν μεθόδων θεραπεύει ριζικῶς: bbox=[514, 1510, 708, 1579]
column-rule-3 bbox=[727, 132, 729, 2242]
subheading: ΣΥΝΕΡΓΑΣΙΑ ΒΕΝΙΖΕΛΟΥ-ΚΟΡΟΜΗΛΑ bbox=[764, 1011, 930, 1044]
article-paragraph: ΑΩΡΟΛΥΣΑ ΕΝ ΝΑΩ.—Ὁ Σπὶ τῆς 5ης Νοεμβρίου εὐρέθη ἐπὶ τῆς ὁδοῦ Ἐρμοῦ εἰς τὴν ἐκκλησίαν τῆς Ἁγ. Κωνσταντίνου ἄνευ οὐδενὸς καταλόγου δραχ. 720. Δὲν ὑπῆρξε οὐδεὶς ἀπὸ τὸν καταλογισμὸν τῆς δαπάνης. bbox=[250, 1112, 488, 1233]
subheading: ΚΑΙ ΑΛΛΑΙ ΥΠΟΔΕΙΞΕΙΣ bbox=[1325, 1534, 1480, 1550]
